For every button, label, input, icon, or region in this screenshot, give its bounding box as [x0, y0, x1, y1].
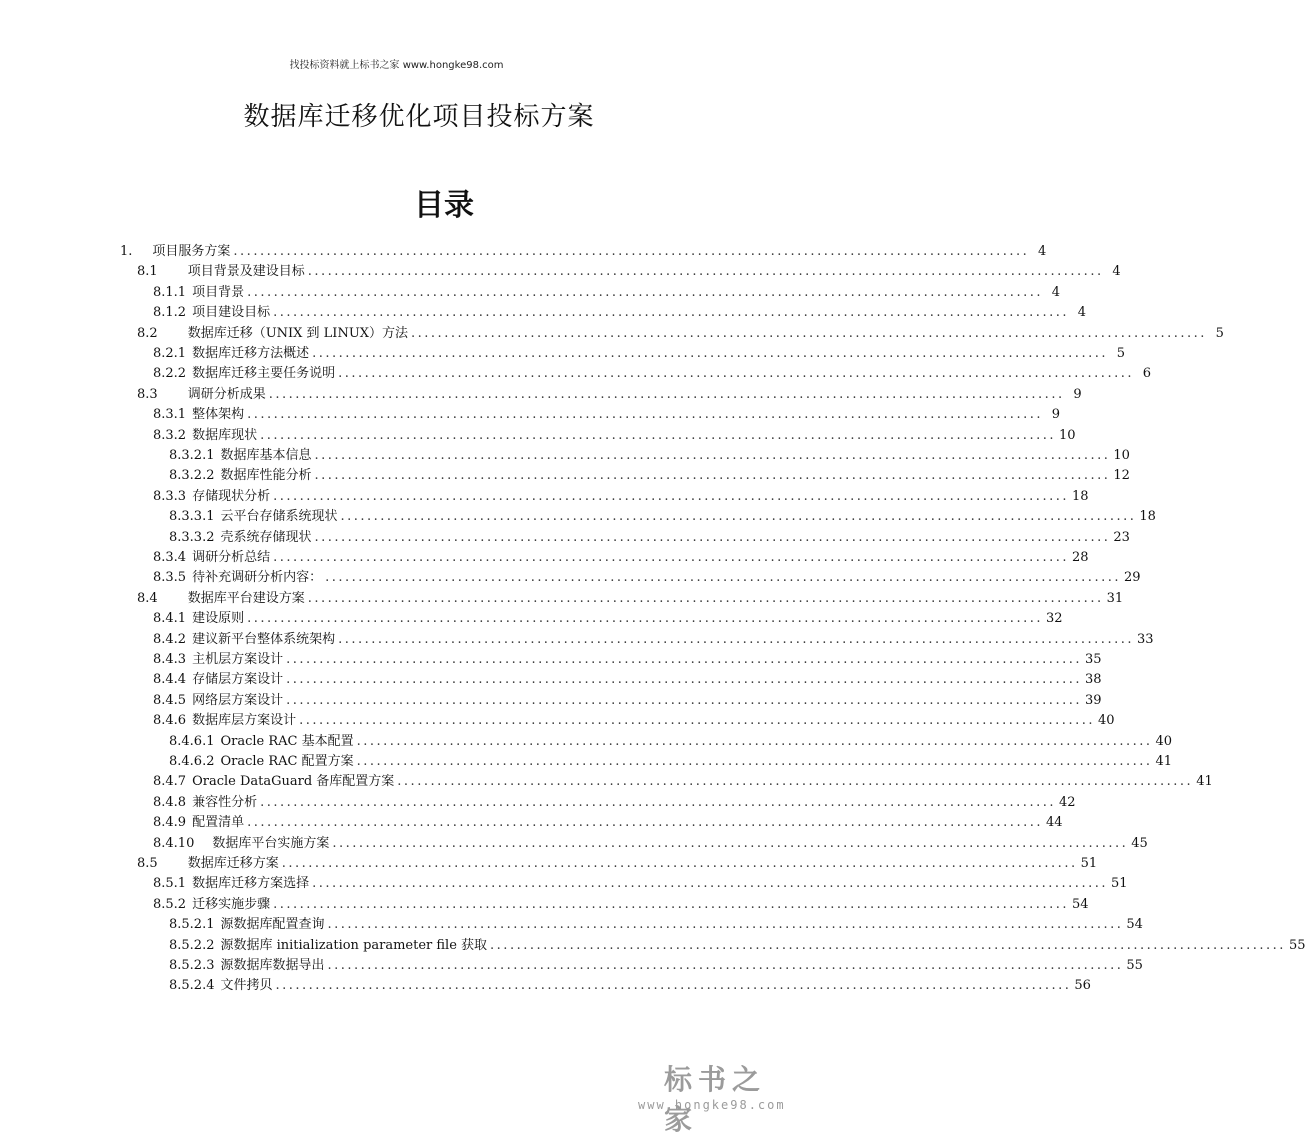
toc-entry-label: 源数据库数据导出 [220, 958, 325, 973]
toc-entry-number: 8.4.6.1 [169, 733, 215, 749]
toc-entry-page: 6 [1142, 366, 1151, 382]
toc-entry-page: 9 [1051, 407, 1060, 423]
toc-entry-page: 29 [1123, 570, 1141, 586]
toc-entry-page: 55 [1288, 937, 1305, 953]
toc-entry-label: 数据库现状 [192, 427, 258, 443]
toc-entry-page: 4 [1077, 305, 1086, 321]
toc-entry-number: 8.4 [137, 590, 158, 606]
toc-entry-number: 8.4.10 [153, 835, 195, 851]
toc-entry-number: 8.2 [137, 325, 158, 341]
toc-leader-dots: ........................................................................................................................ [247, 407, 1043, 423]
toc-entry-number: 8.1.2 [153, 305, 187, 321]
toc-entry-label: Oracle DataGuard 备库配置方案 [192, 774, 395, 790]
toc-leader-dots: ........................................................................................................................ [273, 488, 1069, 504]
toc-entry-label: 项目建设目标 [192, 305, 271, 321]
toc-entry[interactable] [153, 546, 1089, 566]
toc-entry-number: 8.3.3.2 [169, 529, 215, 545]
toc-leader-dots: ........................................................................................................................ [299, 713, 1095, 729]
toc-entry[interactable] [137, 260, 1121, 280]
toc-entry[interactable] [153, 811, 1063, 831]
toc-entry[interactable] [169, 526, 1130, 546]
toc-entry-label: 主机层方案设计 [192, 652, 284, 667]
toc-entry-page: 4 [1112, 264, 1121, 280]
toc-entry-label: 兼容性分析 [192, 794, 258, 810]
toc-leader-dots: ........................................................................................................................ [275, 978, 1072, 994]
toc-entry-page: 4 [1038, 244, 1047, 259]
toc-entry-number: 1. [120, 244, 133, 259]
toc-entry-page: 51 [1110, 876, 1128, 892]
toc-entry-number: 8.5.2 [153, 896, 187, 912]
toc-entry[interactable] [153, 648, 1102, 668]
toc-entry[interactable] [153, 566, 1141, 586]
toc-entry-page: 38 [1084, 672, 1102, 688]
toc-entry-number: 8.3.1 [153, 407, 187, 423]
toc-entry[interactable] [153, 362, 1151, 382]
toc-entry-number: 8.4.2 [153, 631, 187, 647]
toc-entry-number: 8.4.6.2 [169, 754, 215, 769]
toc-entry-number: 8.1 [137, 264, 158, 280]
toc-entry-page: 23 [1113, 529, 1130, 545]
toc-entry-page: 5 [1116, 346, 1125, 361]
toc-leader-dots: ........................................................................................................................ [247, 815, 1043, 831]
toc-entry-number: 8.4.7 [153, 774, 187, 790]
header-note: 找投标资料就上标书之家 www.hongke98.com [289, 60, 504, 71]
toc-entry-label: 数据库迁移主要任务说明 [192, 366, 336, 382]
toc-leader-dots: ........................................................................................................................ [286, 692, 1082, 708]
toc-entry-page: 41 [1155, 754, 1173, 769]
toc-entry-label: 数据库层方案设计 [192, 713, 297, 729]
toc-leader-dots: ........................................................................................................................ [247, 284, 1043, 300]
toc-entry[interactable] [169, 974, 1091, 994]
toc-entry-number: 8.3.2.2 [169, 468, 215, 484]
toc-entry-label: Oracle RAC 配置方案 [220, 754, 354, 769]
toc-leader-dots: ........................................................................................................................ [327, 958, 1124, 973]
toc-entry[interactable] [153, 628, 1154, 648]
toc-entry-number: 8.2.2 [153, 366, 187, 382]
toc-entry[interactable] [153, 424, 1076, 444]
toc-leader-dots: ........................................................................................................................ [314, 529, 1111, 545]
toc-leader-dots: ........................................................................................................................ [281, 856, 1078, 871]
brand-logo [636, 1058, 788, 1136]
toc-entry[interactable] [153, 485, 1089, 505]
toc-entry-page: 51 [1080, 856, 1098, 871]
toc-entry-page: 42 [1058, 794, 1076, 810]
toc-entry[interactable] [153, 342, 1125, 362]
toc-entry[interactable] [153, 709, 1115, 729]
toc-entry-number: 8.4.3 [153, 652, 187, 667]
toc-entry-page: 54 [1126, 917, 1143, 933]
toc-leader-dots: ........................................................................................................................ [314, 448, 1111, 463]
toc-entry[interactable] [169, 730, 1173, 750]
toc-heading: 目录 [414, 188, 474, 223]
toc-entry[interactable] [137, 587, 1124, 607]
toc-entry-label: 数据库平台建设方案 [187, 590, 305, 606]
toc-entry-label: 源数据库 initialization parameter file 获取 [220, 937, 488, 953]
toc-entry[interactable] [169, 505, 1156, 525]
toc-entry-label: 迁移实施步骤 [192, 896, 271, 912]
toc-entry[interactable] [169, 464, 1130, 484]
toc-leader-dots: ........................................................................................................................ [273, 550, 1069, 565]
toc-entry-page: 54 [1071, 896, 1089, 912]
toc-entry-label: 数据库迁移（UNIX 到 LINUX）方法 [187, 325, 409, 341]
toc-entry[interactable] [153, 301, 1086, 321]
toc-leader-dots: ........................................................................................................................ [307, 264, 1104, 280]
toc-leader-dots: ........................................................................................................................ [314, 468, 1111, 484]
toc-entry-number: 8.2.1 [153, 346, 187, 361]
toc-entry-label: 存储现状分析 [192, 488, 271, 504]
toc-leader-dots: ........................................................................................................................ [286, 652, 1082, 667]
toc-entry[interactable] [153, 668, 1102, 688]
toc-entry[interactable] [153, 770, 1213, 790]
toc-entry-number: 8.5.2.3 [169, 958, 215, 973]
toc-leader-dots: ........................................................................................................................ [312, 876, 1108, 892]
toc-leader-dots: ........................................................................................................................ [338, 631, 1134, 647]
logo-url: www.hongke98.com [638, 1098, 786, 1112]
toc-entry-number: 8.3 [137, 386, 158, 402]
toc-entry-label: 调研分析总结 [192, 550, 271, 565]
toc-entry[interactable] [153, 607, 1063, 627]
toc-entry-page: 56 [1074, 978, 1091, 994]
toc-entry-number: 8.4.8 [153, 794, 187, 810]
toc-entry-number: 8.3.3 [153, 488, 187, 504]
toc-leader-dots: ........................................................................................................................ [356, 733, 1153, 749]
toc-entry[interactable] [153, 281, 1060, 301]
toc-entry-number: 8.4.1 [153, 611, 187, 627]
toc-entry-label: 项目背景及建设目标 [187, 264, 305, 280]
toc-entry-number: 8.3.2 [153, 427, 187, 443]
toc-leader-dots: ........................................................................................................................ [273, 896, 1069, 912]
toc-entry-label: 待补充调研分析内容： [192, 570, 323, 586]
toc-entry-number: 8.5.2.4 [169, 978, 215, 994]
toc-entry-label: 云平台存储系统现状 [220, 509, 338, 525]
toc-entry-label: 数据库性能分析 [220, 468, 312, 484]
toc-entry[interactable] [137, 383, 1082, 403]
toc-entry[interactable] [137, 322, 1224, 342]
toc-entry-number: 8.4.6 [153, 713, 187, 729]
toc-leader-dots: ........................................................................................................................ [286, 672, 1082, 688]
toc-entry-page: 31 [1106, 590, 1124, 606]
toc-entry[interactable] [153, 689, 1102, 709]
toc-entry[interactable] [169, 750, 1173, 770]
toc-leader-dots: ........................................................................................................................ [490, 937, 1286, 953]
toc-leader-dots: ........................................................................................................................ [260, 794, 1056, 810]
toc-entry[interactable] [153, 872, 1128, 892]
toc-entry-number: 8.3.2.1 [169, 448, 215, 463]
toc-entry-number: 8.4.9 [153, 815, 187, 831]
toc-entry-label: 整体架构 [192, 407, 245, 423]
toc-entry-label: 文件拷贝 [220, 978, 273, 994]
toc-entry[interactable] [120, 240, 1047, 260]
toc-entry-label: 项目服务方案 [152, 244, 231, 259]
toc-entry-page: 45 [1131, 835, 1148, 851]
toc-leader-dots: ........................................................................................................................ [356, 754, 1153, 769]
toc-entry-number: 8.3.5 [153, 570, 187, 586]
toc-entry-page: 10 [1113, 448, 1130, 463]
toc-entry-number: 8.5.1 [153, 876, 187, 892]
toc-entry-page: 33 [1136, 631, 1154, 647]
toc-entry-page: 41 [1196, 774, 1213, 790]
toc-entry[interactable] [153, 791, 1076, 811]
toc-entry-page: 9 [1073, 386, 1082, 402]
toc-entry-number: 8.5.2.2 [169, 937, 215, 953]
toc-entry-page: 18 [1071, 488, 1089, 504]
toc-entry-page: 18 [1139, 509, 1156, 525]
toc-entry-label: 网络层方案设计 [192, 692, 284, 708]
toc-entry-page: 28 [1071, 550, 1089, 565]
toc-leader-dots: ........................................................................................................................ [340, 509, 1137, 525]
toc-leader-dots: ........................................................................................................................ [273, 305, 1069, 321]
toc-entry-label: 数据库迁移方法概述 [192, 346, 310, 361]
toc-leader-dots: ........................................................................................................................ [312, 346, 1108, 361]
toc-entry-page: 12 [1113, 468, 1130, 484]
toc-leader-dots: ........................................................................................................................ [247, 611, 1043, 627]
toc-entry-page: 5 [1215, 325, 1224, 341]
toc-entry[interactable] [137, 852, 1098, 872]
toc-entry[interactable] [153, 403, 1060, 423]
toc-entry-label: 数据库迁移方案选择 [192, 876, 310, 892]
toc-leader-dots: ........................................................................................................................ [260, 427, 1056, 443]
toc-entry[interactable] [169, 913, 1143, 933]
toc-entry-label: 配置清单 [192, 815, 245, 831]
toc-leader-dots: ........................................................................................................................ [411, 325, 1207, 341]
toc-entry-page: 32 [1045, 611, 1063, 627]
logo-text: 标书之家 [664, 1063, 767, 1136]
toc-entry-label: 源数据库配置查询 [220, 917, 325, 933]
toc-entry-number: 8.5.2.1 [169, 917, 215, 933]
toc-entry-page: 55 [1126, 958, 1143, 973]
toc-entry[interactable] [169, 444, 1130, 464]
toc-leader-dots: ........................................................................................................................ [338, 366, 1134, 382]
toc-leader-dots: ........................................................................................................................ [307, 590, 1104, 606]
toc-entry-label: 建议新平台整体系统架构 [192, 631, 336, 647]
toc-entry-number: 8.1.1 [153, 284, 187, 300]
toc-entry-page: 39 [1084, 692, 1102, 708]
toc-entry-page: 10 [1058, 427, 1076, 443]
toc-entry-label: 壳系统存储现状 [220, 529, 312, 545]
toc-entry[interactable] [169, 934, 1305, 954]
toc-entry-number: 8.3.3.1 [169, 509, 215, 525]
toc-leader-dots: ........................................................................................................................ [327, 917, 1124, 933]
toc-entry-label: Oracle RAC 基本配置 [220, 733, 354, 749]
toc-entry-number: 8.4.4 [153, 672, 187, 688]
toc-entry-label: 项目背景 [192, 284, 245, 300]
toc-entry-page: 40 [1097, 713, 1115, 729]
toc-entry-number: 8.5 [137, 856, 158, 871]
toc-leader-dots: ........................................................................................................................ [325, 570, 1121, 586]
document-title: 数据库迁移优化项目投标方案 [243, 102, 595, 132]
toc-entry-page: 40 [1155, 733, 1173, 749]
toc-entry-label: 数据库基本信息 [220, 448, 312, 463]
toc-entry-number: 8.3.4 [153, 550, 187, 565]
toc-leader-dots: ........................................................................................................................ [268, 386, 1065, 402]
toc-entry-label: 存储层方案设计 [192, 672, 284, 688]
toc-entry-number: 8.4.5 [153, 692, 187, 708]
toc-entry-page: 4 [1051, 284, 1060, 300]
toc-entry-label: 数据库平台实施方案 [212, 835, 330, 851]
toc-entry-label: 调研分析成果 [187, 386, 266, 402]
toc-leader-dots: ........................................................................................................................ [397, 774, 1194, 790]
toc-leader-dots: ........................................................................................................................ [233, 244, 1030, 259]
toc-entry[interactable] [153, 832, 1148, 852]
toc-entry-label: 建设原则 [192, 611, 245, 627]
toc-entry-page: 35 [1084, 652, 1102, 667]
toc-entry[interactable] [153, 893, 1089, 913]
toc-entry-page: 44 [1045, 815, 1063, 831]
toc-entry[interactable] [169, 954, 1143, 974]
toc-entry-label: 数据库迁移方案 [187, 856, 279, 871]
toc-leader-dots: ........................................................................................................................ [332, 835, 1129, 851]
